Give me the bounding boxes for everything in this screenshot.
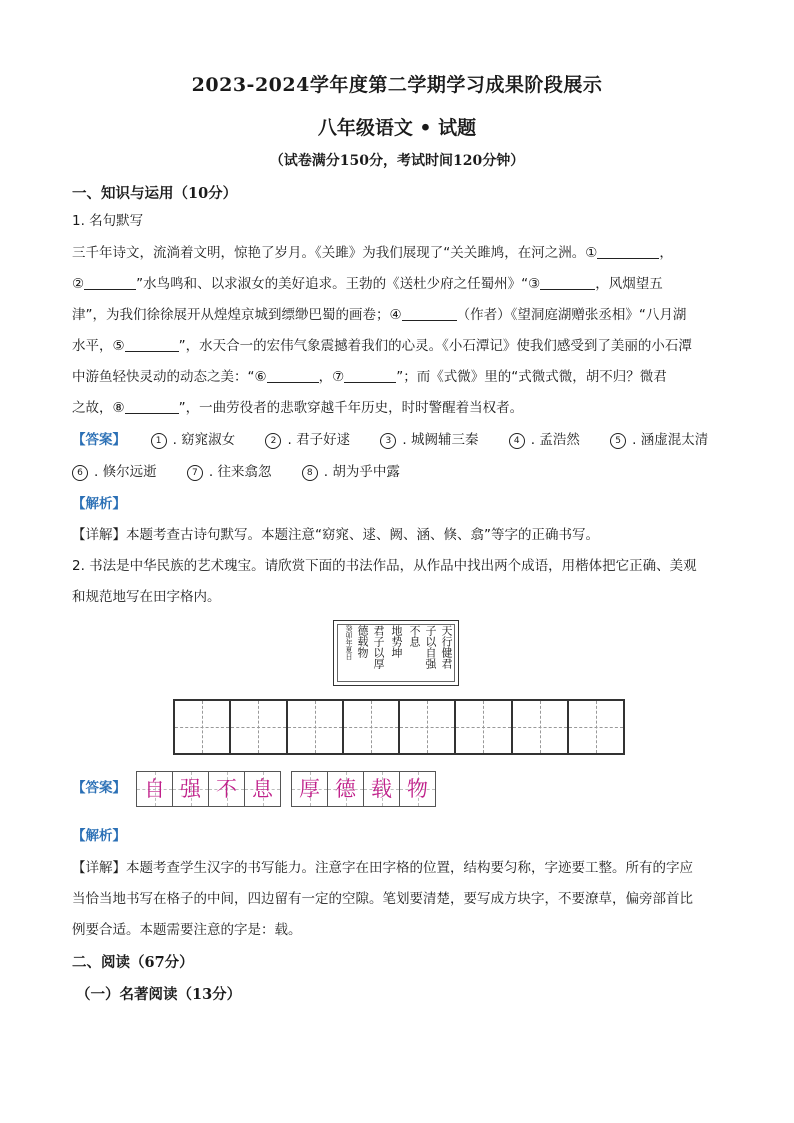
answer-item: 2 . 君子好逑	[265, 425, 350, 456]
text-segment: （作者）《望洞庭湖赠张丞相》“八月湖	[456, 307, 687, 323]
q1-detail	[72, 520, 732, 551]
calligraphy-column: 子以自强	[424, 625, 437, 669]
q2-detail-line-2: 当恰当地书写在格子的中间，四边留有一定的空隙。笔划要清楚，要写成方块字，不要潦草，偏旁部首比	[72, 891, 693, 907]
blank-line	[267, 368, 319, 383]
text-segment: ，	[659, 245, 673, 261]
q1-line-3	[72, 300, 732, 331]
exam-subtitle: 八年级语文 • 试题	[317, 117, 477, 139]
answer-cell: 载	[364, 772, 400, 806]
blank-line	[540, 275, 595, 290]
answer-item: 1 . 窈窕淑女	[151, 425, 236, 456]
tian-cell	[513, 701, 569, 753]
calligraphy-column: 德载物	[356, 625, 369, 658]
text-segment: ”；而《式微》里的“式微式微，胡不归？微君	[396, 369, 667, 385]
answer-item: 6 . 倏尔远逝	[72, 457, 157, 488]
calligraphy-column: 不息	[408, 625, 421, 647]
section-1-heading: 一、知识与运用（10分）	[72, 185, 238, 202]
blank-line	[125, 337, 179, 352]
q1-line-4	[72, 331, 732, 362]
text-segment: 三千年诗文，流淌着文明，惊艳了岁月。《关雎》为我们展现了“关关雎鸠，在河之洲。①	[72, 245, 598, 261]
q1-line-5	[72, 362, 732, 393]
text-segment: 水平，⑤	[72, 338, 125, 354]
tian-cell	[400, 701, 456, 753]
q2-detail-line-3: 例要合适。本题需要注意的字是：载。	[72, 922, 302, 938]
section-2-subheading: （一）名著阅读（13分）	[76, 986, 242, 1003]
calligraphy-artwork	[333, 620, 459, 686]
answer-cell: 德	[328, 772, 364, 806]
exam-note: （试卷满分150分，考试时间120分钟）	[269, 153, 525, 169]
tian-grid	[173, 699, 625, 755]
text-segment: ，风烟望五	[595, 276, 663, 292]
text-segment: ”，水天合一的宏伟气象震撼着我们的心灵。《小石潭记》使我们感受到了美丽的小石潭	[178, 338, 692, 354]
answer-item: 3 . 城阙辅三秦	[380, 425, 478, 456]
answer-cell: 物	[400, 772, 435, 806]
detail-text: 本题考查学生汉字的书写能力。注意字在田字格的位置，结构要匀称，字迹要工整。所有的字应	[126, 860, 693, 876]
text-segment: 之故，⑧	[72, 400, 125, 416]
q1-line-1	[72, 238, 732, 269]
q1-answer-row-1	[72, 425, 732, 456]
answer-item: 5 . 涵虚混太清	[610, 425, 708, 456]
text-segment: 中游鱼轻快灵动的动态之美：“⑥	[72, 369, 267, 385]
answer-cell: 息	[245, 772, 280, 806]
exam-title: 2023-2024学年度第二学期学习成果阶段展示	[191, 74, 603, 96]
text-segment: ”，一曲劳役者的悲歌穿越千年历史，时时警醒着当权者。	[178, 400, 524, 416]
text-segment: 津”，为我们徐徐展开从煌煌京城到缥缈巴蜀的画卷；④	[72, 307, 402, 323]
answer-item: 4 . 孟浩然	[509, 425, 580, 456]
q1-line-6	[72, 393, 732, 424]
calligraphy-column: 天行健君	[440, 625, 453, 669]
blank-line	[344, 368, 396, 383]
text-segment: ”水鸟鸣和、以求淑女的美好追求。王勃的《送杜少府之任蜀州》“③	[136, 276, 541, 292]
tian-cell	[175, 701, 231, 753]
calligraphy-inscription: 癸卯年夏日	[345, 625, 353, 660]
tian-cell	[456, 701, 512, 753]
question-1-title: 1. 名句默写	[72, 213, 144, 229]
section-2-heading: 二、阅读（67分）	[72, 954, 194, 971]
calligraphy-column: 君子以厚	[372, 625, 385, 669]
tian-cell	[569, 701, 623, 753]
blank-line	[125, 399, 179, 414]
answer-cell: 不	[209, 772, 245, 806]
tian-cell	[231, 701, 287, 753]
blank-line	[402, 306, 457, 321]
answer-label: 【答案】	[72, 780, 126, 796]
text-segment: ②	[72, 276, 85, 292]
question-2-line-1: 2. 书法是中华民族的艺术瑰宝。请欣赏下面的书法作品，从作品中找出两个成语，用楷体把它正确、美观	[72, 558, 697, 574]
calligraphy-column: 地势坤	[390, 625, 403, 658]
analysis-label: 【解析】	[72, 828, 126, 844]
q2-detail-line-1	[72, 853, 732, 884]
answer-item: 8 . 胡为乎中露	[302, 457, 400, 488]
analysis-label: 【解析】	[72, 496, 126, 512]
question-2-line-2: 和规范地写在田字格内。	[72, 589, 221, 605]
detail-label: 【详解】	[72, 527, 126, 543]
answer-grid-1	[136, 771, 281, 807]
answer-cell: 厚	[292, 772, 328, 806]
answer-label: 【答案】	[72, 432, 126, 448]
answer-cell: 自	[137, 772, 173, 806]
answer-item: 7 . 往来翕忽	[187, 457, 272, 488]
tian-cell	[344, 701, 400, 753]
text-segment: ，⑦	[318, 369, 345, 385]
q1-answer-row-2	[72, 457, 732, 488]
tian-cell	[288, 701, 344, 753]
answer-grid-2	[291, 771, 436, 807]
answer-cell: 强	[173, 772, 209, 806]
detail-text: 本题考查古诗句默写。本题注意“窈窕、逑、阙、涵、倏、翕”等字的正确书写。	[126, 527, 599, 543]
blank-line	[597, 244, 659, 259]
q1-line-2	[72, 269, 732, 300]
detail-label: 【详解】	[72, 860, 126, 876]
blank-line	[84, 275, 136, 290]
